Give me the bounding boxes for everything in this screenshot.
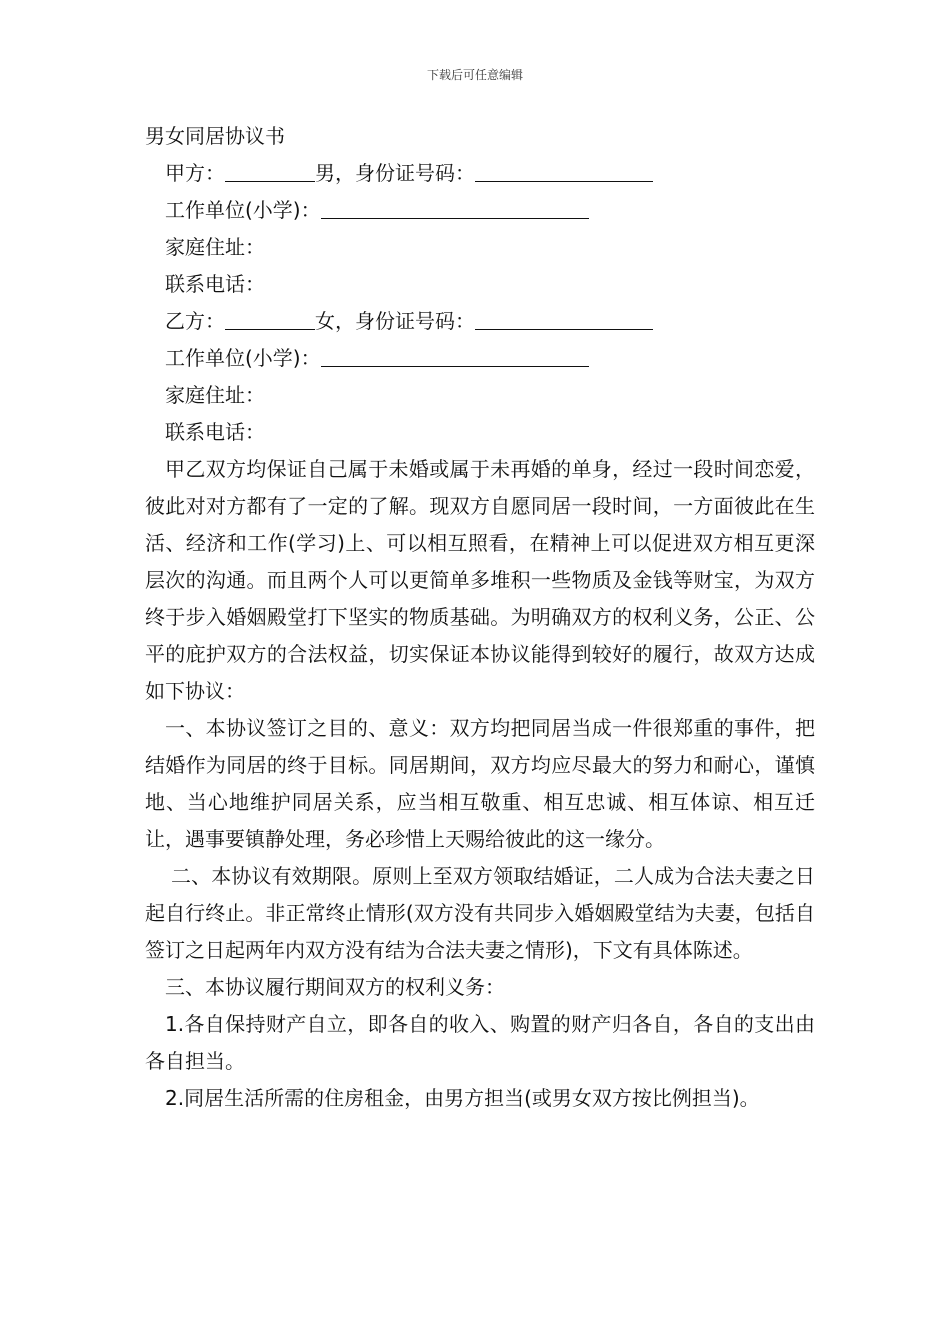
party-a-work-blank (321, 194, 589, 219)
clause-3-item-1: 1.各自保持财产自立，即各自的收入、购置的财产归各自，各自的支出由各自担当。 (145, 1012, 815, 1073)
document-body (145, 118, 815, 1117)
party-b-name-blank (225, 305, 315, 330)
party-a-phone-label: 联系电话： (165, 272, 265, 296)
intro-paragraph: 甲乙双方均保证自己属于未婚或属于未再婚的单身，经过一段时间恋爱，彼此对对方都有了一定的了解。现双方自愿同居一段时间，一方面彼此在生活、经济和工作(学习)上、可以相互照看，在精神上可以促进双方相互更深层次的沟通。而且两个人可以更简单多堆积一些物质及金钱等财宝，为双方终于步入婚姻殿堂打下坚实的物质基础。为明确双方的权利义务，公正、公平的庇护双方的合法权益，切实保证本协议能得到较好的履行，故双方达成如下协议： (145, 457, 815, 703)
party-b-row (145, 303, 815, 340)
party-b-work-row (145, 340, 815, 377)
party-b-work-blank (321, 342, 589, 367)
party-b-gender-id-label: 女，身份证号码： (315, 309, 475, 333)
party-a-gender-id-label: 男，身份证号码： (315, 161, 475, 185)
party-a-label: 甲方： (165, 161, 225, 185)
header-note: 下载后可任意编辑 (426, 68, 523, 82)
clause-3-heading: 三、本协议履行期间双方的权利义务： (165, 975, 505, 999)
party-a-row (145, 155, 815, 192)
party-b-phone-label: 联系电话： (165, 420, 265, 444)
party-b-address-label: 家庭住址： (165, 383, 265, 407)
party-a-address-label: 家庭住址： (165, 235, 265, 259)
party-a-work-row (145, 192, 815, 229)
clause-3-item-2: 2.同居生活所需的住房租金，由男方担当(或男女双方按比例担当)。 (165, 1086, 760, 1110)
party-b-work-label: 工作单位(小学)： (165, 346, 321, 370)
clause-1-paragraph: 一、本协议签订之目的、意义：双方均把同居当成一件很郑重的事件，把结婚作为同居的终于目标。同居期间，双方均应尽最大的努力和耐心，谨慎地、当心地维护同居关系，应当相互敬重、相互忠诚、相互体谅、相互迁让，遇事要镇静处理，务必珍惜上天赐给彼此的这一缘分。 (145, 716, 815, 851)
clause-2-paragraph: 二、本协议有效期限。原则上至双方领取结婚证，二人成为合法夫妻之日起自行终止。非正常终止情形(双方没有共同步入婚姻殿堂结为夫妻，包括自签订之日起两年内双方没有结为合法夫妻之情形)，下文有具体陈述。 (145, 864, 815, 962)
party-b-label: 乙方： (165, 309, 225, 333)
party-a-work-label: 工作单位(小学)： (165, 198, 321, 222)
document-title: 男女同居协议书 (145, 124, 285, 148)
party-a-name-blank (225, 157, 315, 182)
party-b-id-blank (475, 305, 653, 330)
party-a-id-blank (475, 157, 653, 182)
